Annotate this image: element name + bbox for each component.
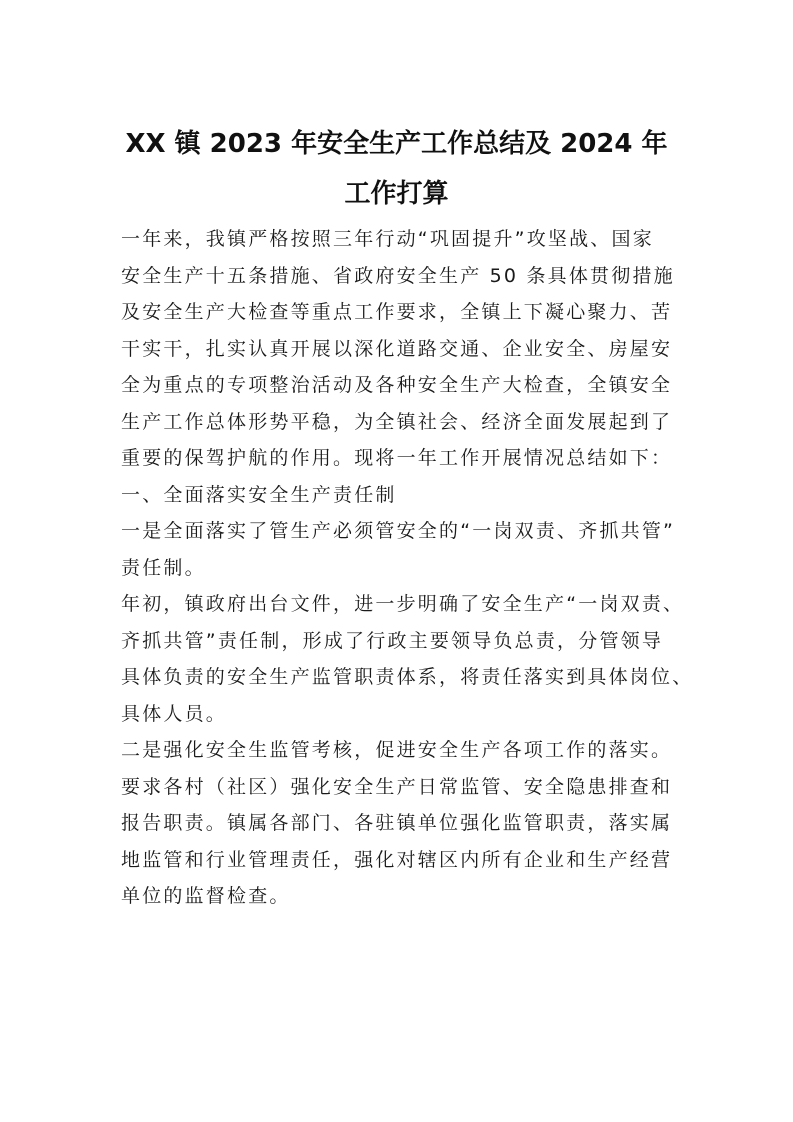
body-line: 责任制。: [121, 556, 206, 579]
body-line: 重要的保驾护航的作用。现将一年工作开展情况总结如下：: [121, 447, 673, 469]
body-line: 具体人员。: [121, 702, 228, 725]
document-title-line-1: XX 镇 2023 年安全生产工作总结及 2024 年: [125, 129, 668, 159]
body-line: 地监管和行业管理责任，强化对辖区内所有企业和生产经营: [121, 848, 673, 871]
body-line: 报告职责。镇属各部门、各驻镇单位强化监管职责，落实属: [121, 812, 673, 834]
body-line: 要求各村（社区）强化安全生产日常监管、安全隐患排查和: [121, 775, 673, 798]
body-line: 一年来，我镇严格按照三年行动“巩固提升”攻坚战、国家: [121, 228, 654, 250]
document-body: [121, 221, 694, 915]
body-line: 生产工作总体形势平稳，为全镇社会、经济全面发展起到了: [121, 410, 673, 433]
document-title-line-2: 工作打算: [344, 179, 449, 209]
body-line: 及安全生产大检查等重点工作要求，全镇上下凝心聚力、苦: [121, 301, 673, 323]
body-line: 具体负责的安全生产监管职责体系，将责任落实到具体岗位、: [121, 666, 694, 688]
section-heading-1: 一、全面落实安全生产责任制: [121, 483, 397, 506]
body-line: 单位的监督检查。: [121, 885, 291, 907]
body-line: 一是全面落实了管生产必须管安全的“一岗双责、齐抓共管”: [121, 520, 676, 542]
body-line: 全为重点的专项整治活动及各种安全生产大检查，全镇安全: [121, 374, 673, 396]
body-line: 齐抓共管”责任制，形成了行政主要领导负总责，分管领导: [121, 629, 664, 652]
body-line: 干实干，扎实认真开展以深化道路交通、企业安全、房屋安: [121, 337, 673, 360]
body-line: 年初，镇政府出台文件，进一步明确了安全生产“一岗双责、: [121, 593, 685, 615]
body-line: 安全生产十五条措施、省政府安全生产 50 条具体贯彻措施: [121, 264, 675, 287]
body-line: 二是强化安全生监管考核，促进安全生产各项工作的落实。: [121, 739, 673, 761]
